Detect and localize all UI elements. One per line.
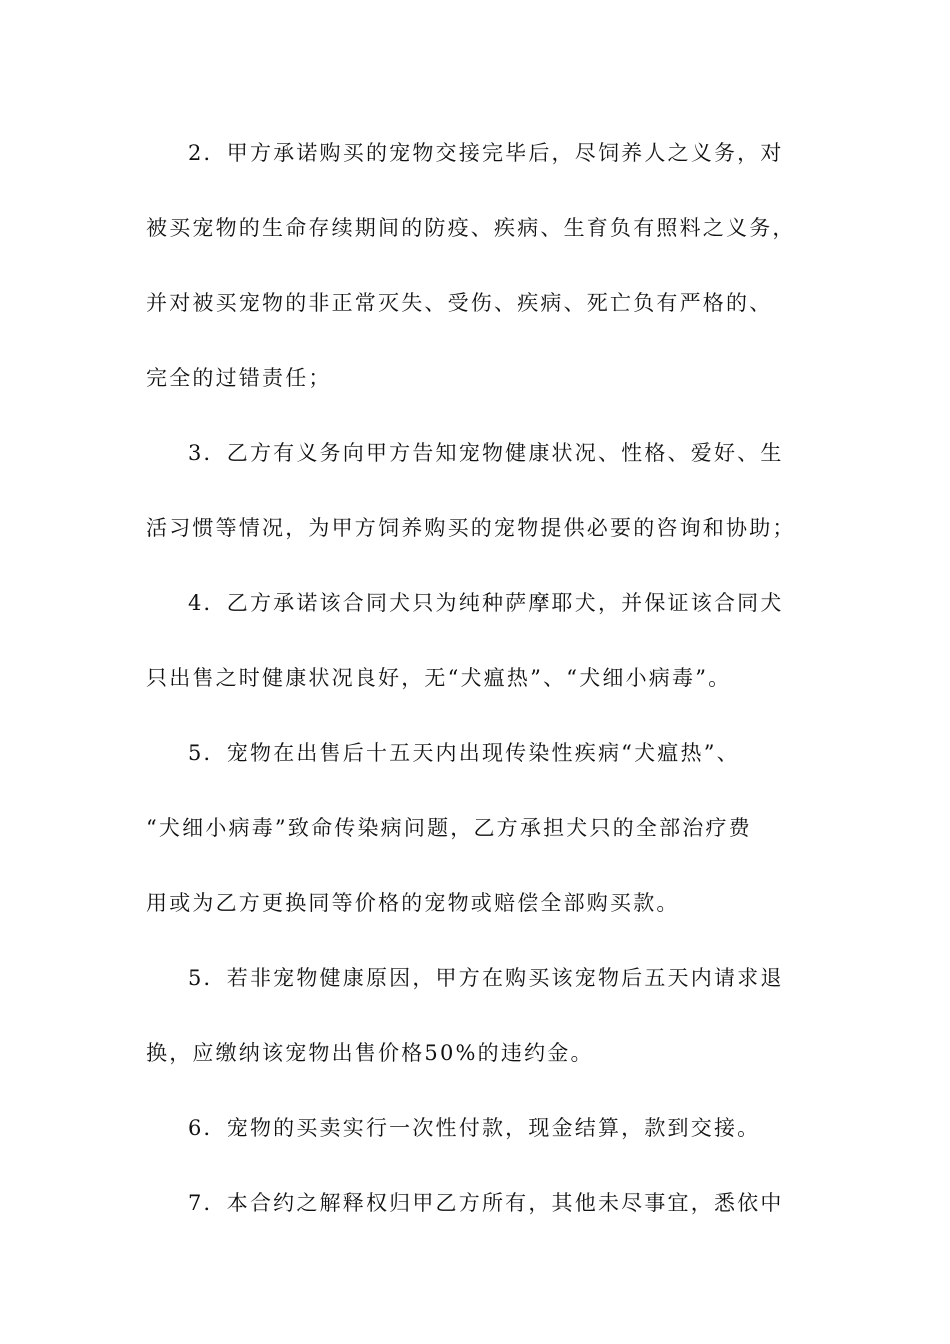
clause-5a-line-3: 用或为乙方更换同等价格的宠物或赔偿全部购买款。: [146, 891, 680, 915]
clause-5a-line-2: “犬细小病毒”致命传染病问题，乙方承担犬只的全部治疗费: [146, 816, 752, 840]
clause-3-line-2: 活习惯等情况，为甲方饲养购买的宠物提供必要的咨询和协助；: [146, 516, 796, 540]
clause-2-line-2: 被买宠物的生命存续期间的防疫、疾病、生育负有照料之义务，: [146, 216, 796, 240]
clause-7-line-1: 7．本合约之解释权归甲乙方所有，其他未尽事宜，悉依中: [188, 1191, 784, 1215]
clause-2-line-4: 完全的过错责任；: [146, 366, 332, 390]
clause-5a-line-1: 5．宠物在出售后十五天内出现传染性疾病“犬瘟热”、: [188, 741, 740, 765]
clause-4-line-1: 4．乙方承诺该合同犬只为纯种萨摩耶犬，并保证该合同犬: [188, 591, 784, 615]
clause-4-line-2: 只出售之时健康状况良好，无“犬瘟热”、“犬细小病毒”。: [146, 666, 732, 690]
clause-3-line-1: 3．乙方有义务向甲方告知宠物健康状况、性格、爱好、生: [188, 441, 784, 465]
clause-5b-line-1: 5．若非宠物健康原因，甲方在购买该宠物后五天内请求退: [188, 966, 784, 990]
clause-2-line-3: 并对被买宠物的非正常灭失、受伤、疾病、死亡负有严格的、: [146, 291, 773, 315]
clause-5b-line-2: 换，应缴纳该宠物出售价格50%的违约金。: [146, 1041, 594, 1065]
clause-6-line-1: 6．宠物的买卖实行一次性付款，现金结算，款到交接。: [188, 1116, 761, 1140]
clause-2-line-1: 2．甲方承诺购买的宠物交接完毕后，尽饲养人之义务，对: [188, 141, 784, 165]
